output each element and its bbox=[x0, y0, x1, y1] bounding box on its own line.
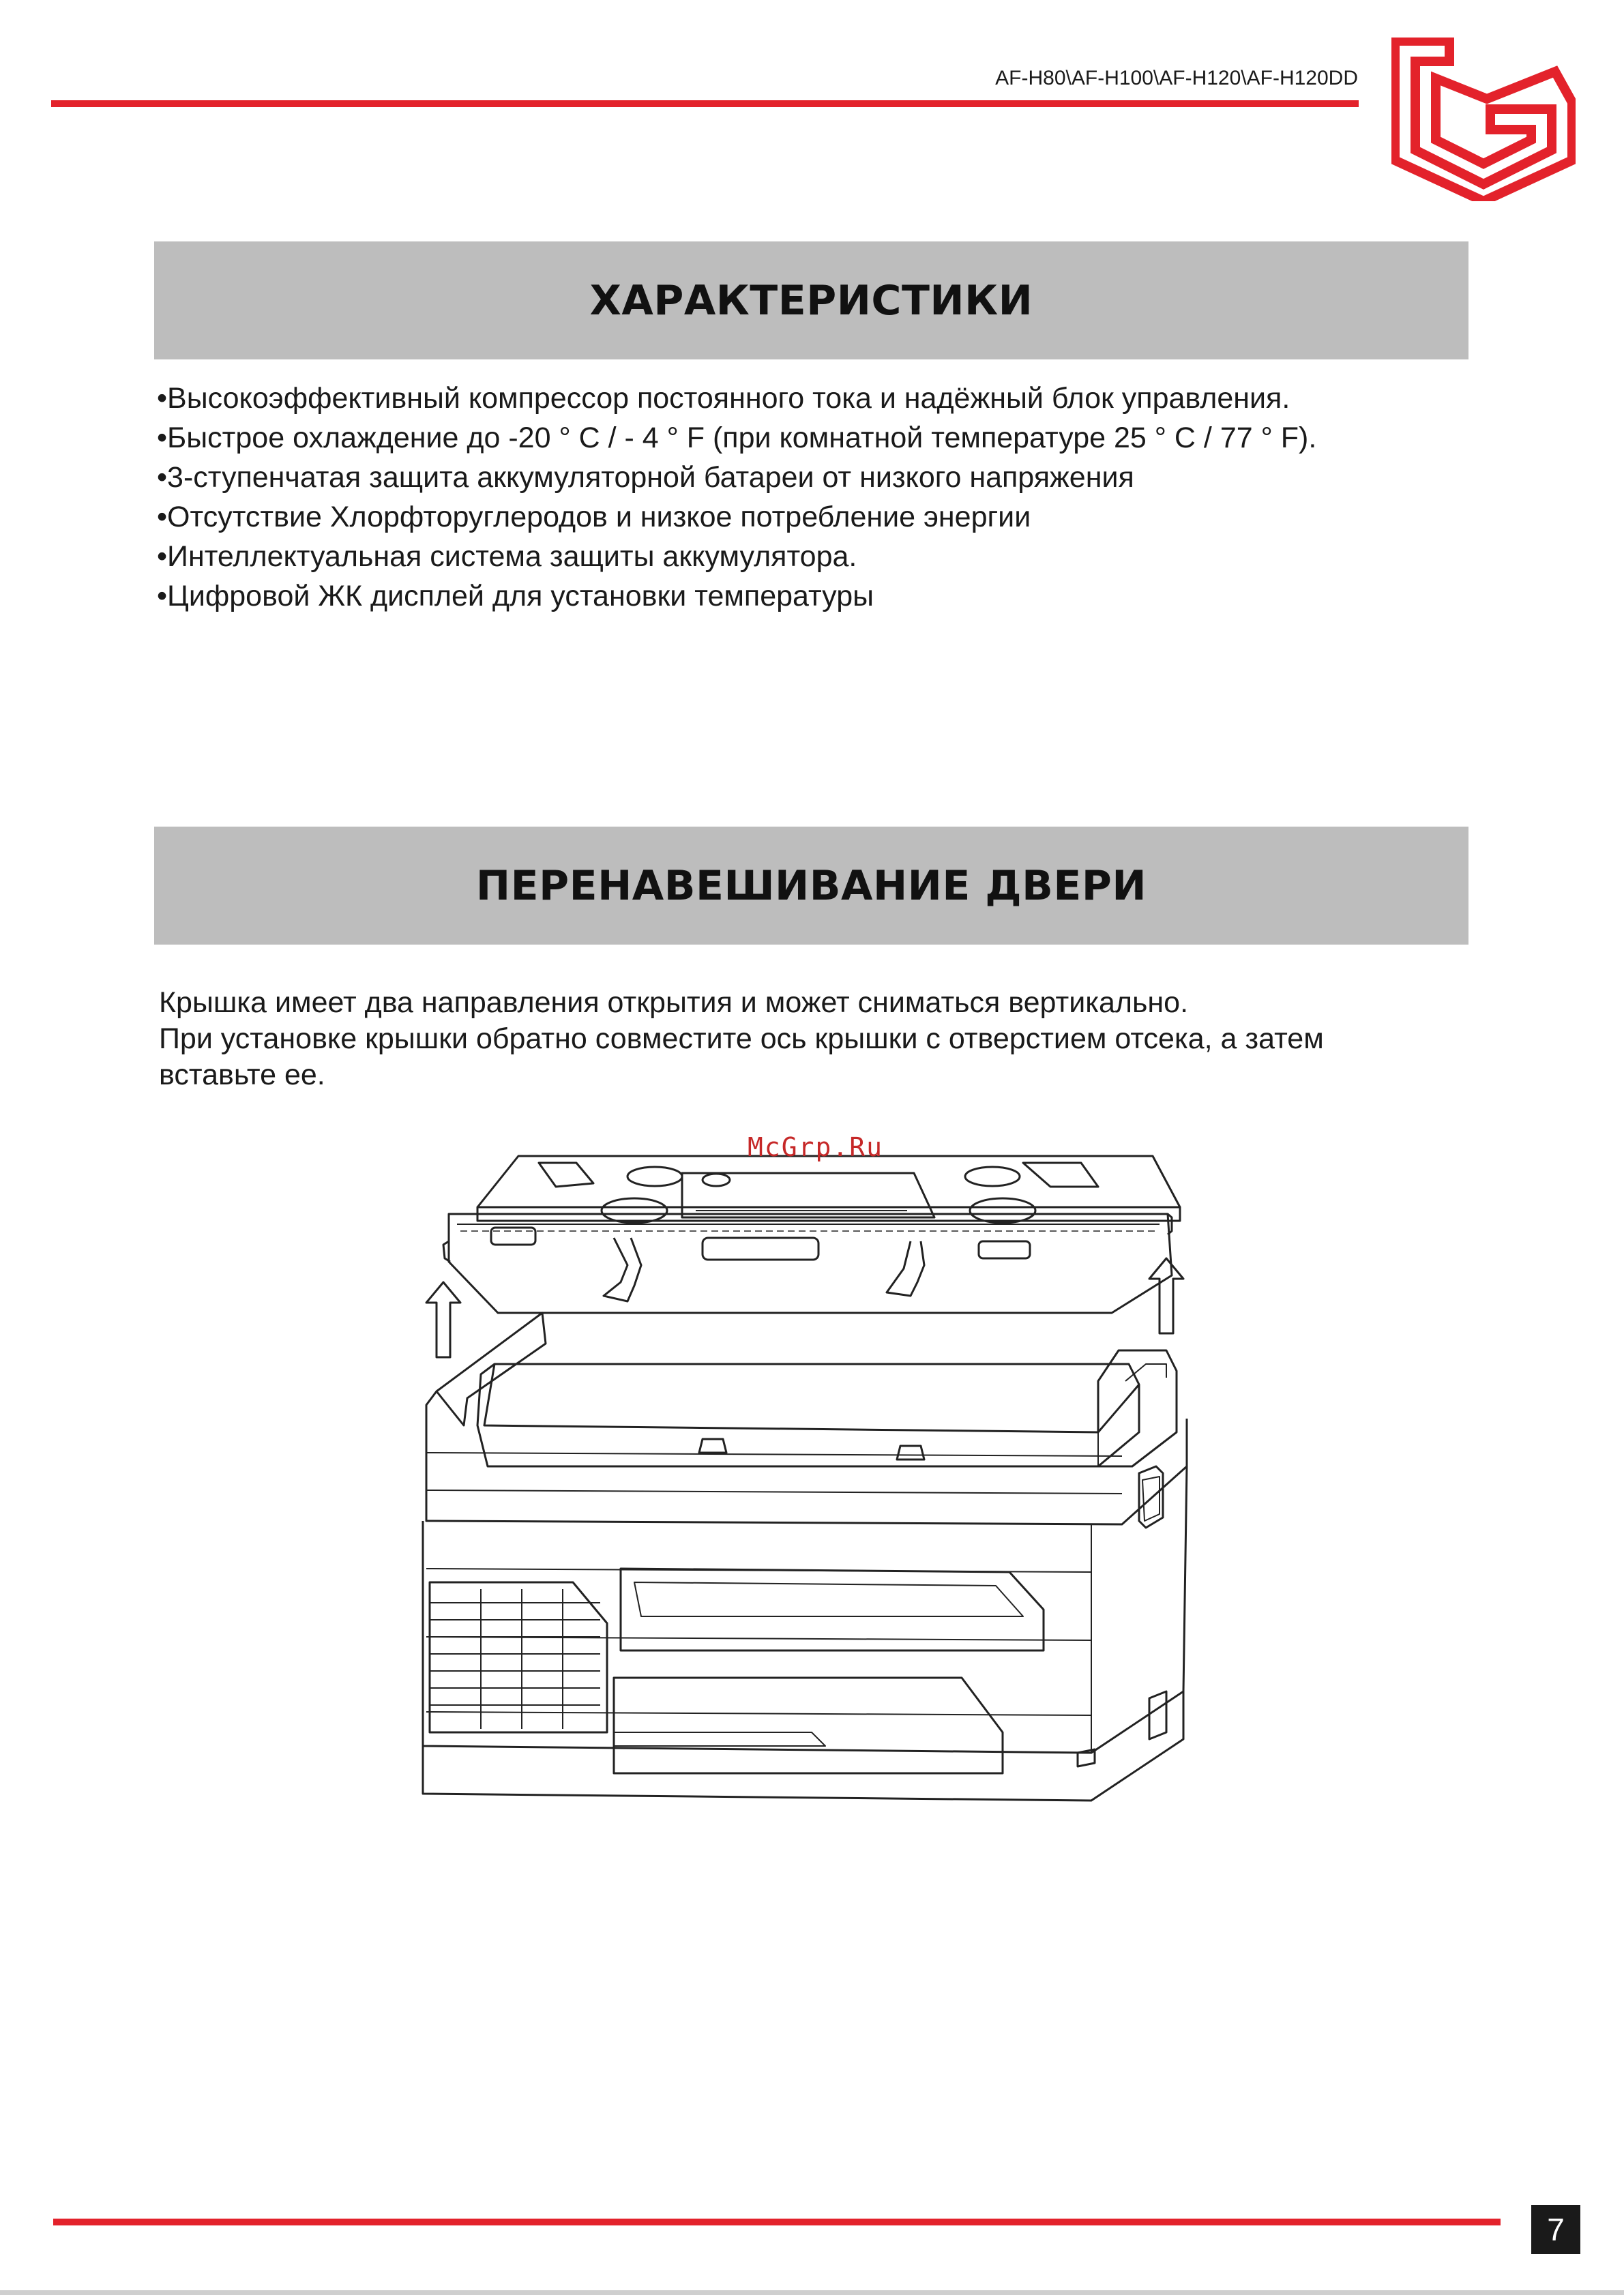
arrow-up-left-icon bbox=[426, 1282, 460, 1357]
fridge-body-drawing bbox=[423, 1313, 1187, 1801]
list-item: •Интеллектуальная система защиты аккумулятора. bbox=[157, 540, 857, 573]
list-item: •Отсутствие Хлорфторуглеродов и низкое потребление энергии bbox=[157, 501, 1031, 533]
arrow-up-right-icon bbox=[1149, 1258, 1183, 1333]
header-rule bbox=[51, 100, 1359, 107]
paragraph-line: вставьте ее. bbox=[159, 1058, 325, 1091]
page-number: 7 bbox=[1531, 2205, 1580, 2254]
watermark: McGrp.Ru bbox=[748, 1132, 884, 1162]
list-item: •Цифровой ЖК дисплей для установки температуры bbox=[157, 580, 874, 612]
list-item: •3-ступенчатая защита аккумуляторной батареи от низкого напряжения bbox=[157, 461, 1134, 494]
section-header-features bbox=[154, 241, 1468, 359]
lid-drawing bbox=[443, 1156, 1180, 1313]
paragraph-line: Крышка имеет два направления открытия и может сниматься вертикально. bbox=[159, 986, 1189, 1019]
section-title-door: ПЕРЕНАВЕШИВАНИЕ ДВЕРИ bbox=[475, 861, 1147, 910]
brand-g-logo-icon bbox=[1391, 38, 1576, 201]
section-title-features: ХАРАКТЕРИСТИКИ bbox=[589, 276, 1033, 325]
door-instructions bbox=[159, 985, 1509, 1093]
page-bottom-edge bbox=[0, 2290, 1624, 2295]
list-item: •Высокоэффективный компрессор постоянного тока и надёжный блок управления. bbox=[157, 382, 1290, 415]
features-list bbox=[157, 379, 1316, 616]
paragraph-line: При установке крышки обратно совместите ось крышки с отверстием отсека, а затем bbox=[159, 1022, 1324, 1055]
fridge-lid-illustration bbox=[409, 1146, 1200, 1811]
model-numbers: AF-H80\AF-H100\AF-H120\AF-H120DD bbox=[995, 67, 1358, 89]
list-item: •Быстрое охлаждение до -20 ° С / - 4 ° F (при комнатной температуре 25 ° C / 77 ° F). bbox=[157, 421, 1317, 454]
section-header-door bbox=[154, 827, 1468, 945]
footer-rule bbox=[53, 2219, 1501, 2225]
